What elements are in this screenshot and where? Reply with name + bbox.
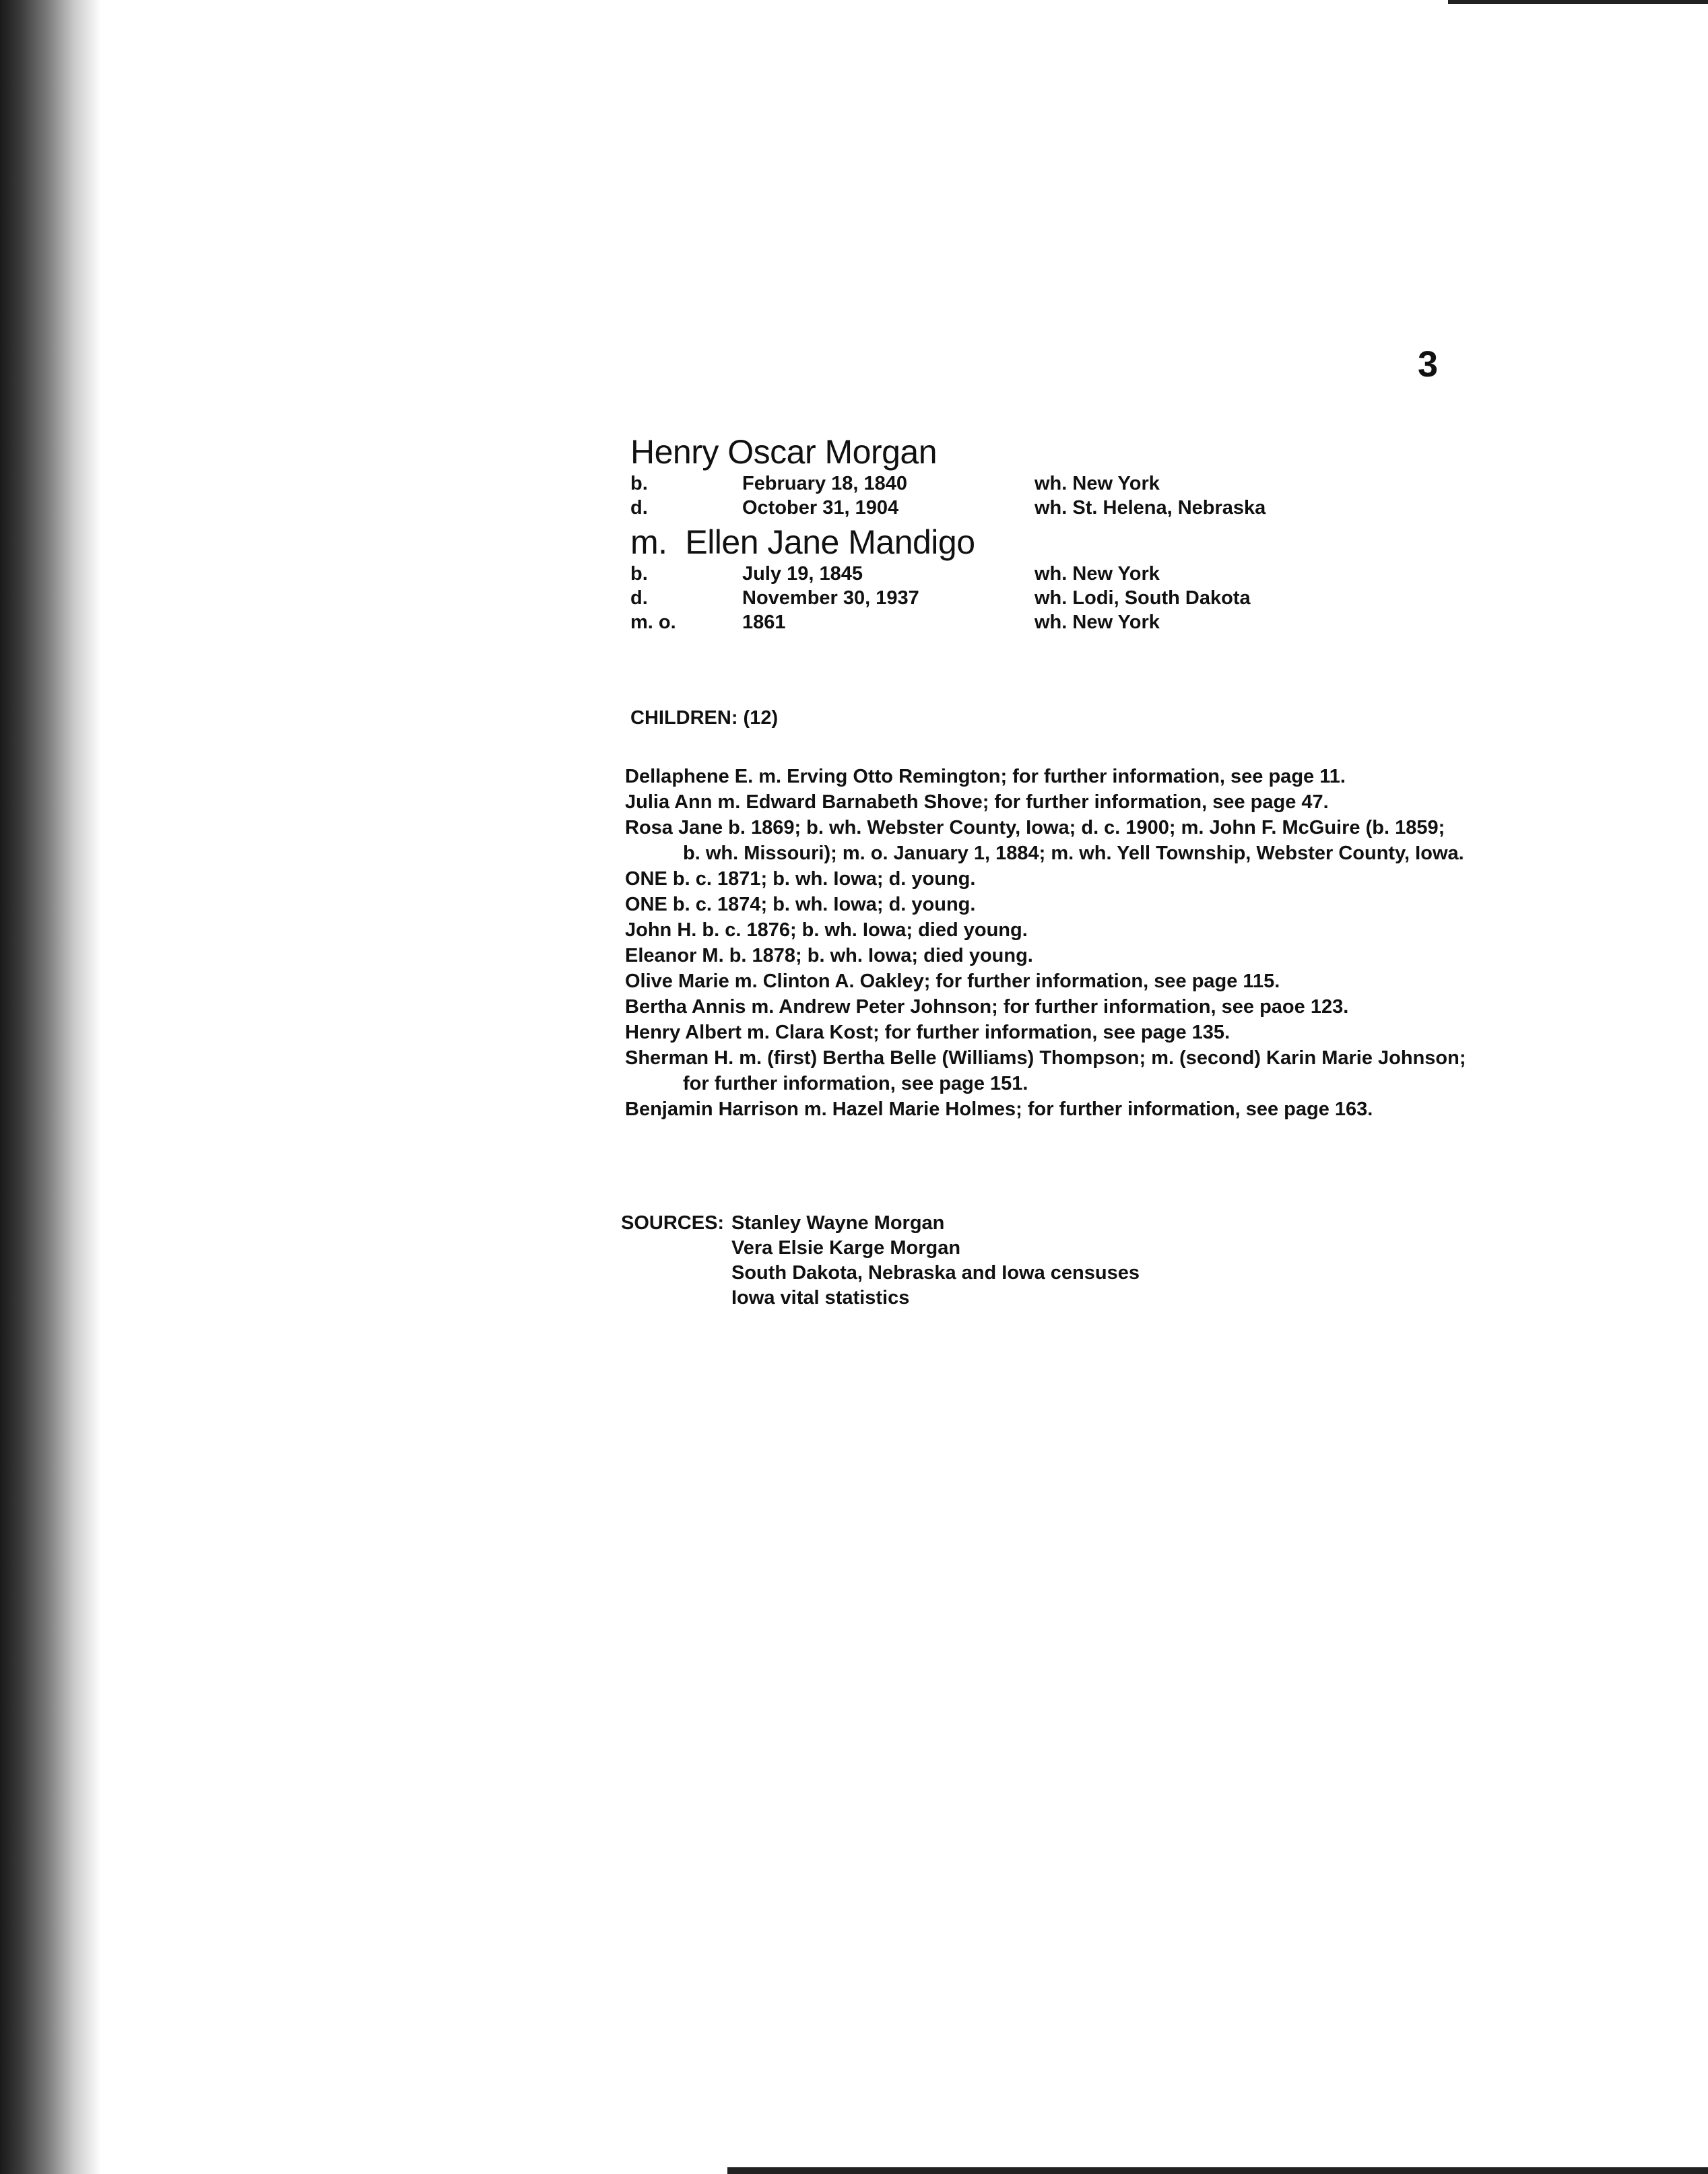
child-entry: Rosa Jane b. 1869; b. wh. Webster County, Iowa; d. c. 1900; m. John F. McGuire (b. 1859; b. wh. Missouri); m. o. January 1, 1884; m. wh. Yell Township, Webster County, Iowa. xyxy=(625,817,1464,864)
spouse-name: Ellen Jane Mandigo xyxy=(685,523,975,561)
event-label: b. xyxy=(630,563,648,585)
spouse-death-row xyxy=(630,587,1251,612)
source-item: Iowa vital statistics xyxy=(731,1287,910,1309)
child-entry: Olive Marie m. Clinton A. Oakley; for further information, see page 115. xyxy=(625,970,1280,992)
source-item: South Dakota, Nebraska and Iowa censuses xyxy=(731,1262,1140,1284)
event-label: b. xyxy=(630,473,648,494)
event-place: wh. New York xyxy=(1034,563,1160,585)
birth-row xyxy=(630,473,1160,497)
children-heading: CHILDREN: (12) xyxy=(630,707,779,729)
child-entry: John H. b. c. 1876; b. wh. Iowa; died young. xyxy=(625,919,1028,941)
event-label: m. o. xyxy=(630,612,676,633)
child-entry: Benjamin Harrison m. Hazel Marie Holmes; for further information, see page 163. xyxy=(625,1098,1373,1120)
death-row xyxy=(630,497,1266,521)
person-name: Henry Oscar Morgan xyxy=(630,433,938,471)
event-date: February 18, 1840 xyxy=(742,473,908,494)
scan-edge-shadow xyxy=(0,0,101,2174)
source-item: Vera Elsie Karge Morgan xyxy=(731,1237,961,1259)
event-date: October 31, 1904 xyxy=(742,497,899,519)
event-place: wh. St. Helena, Nebraska xyxy=(1034,497,1266,519)
child-entry: ONE b. c. 1871; b. wh. Iowa; d. young. xyxy=(625,868,976,890)
event-place: wh. Lodi, South Dakota xyxy=(1034,587,1251,609)
child-entry: Sherman H. m. (first) Bertha Belle (Williams) Thompson; m. (second) Karin Marie Johnson; for further information, see page 151. xyxy=(625,1047,1466,1094)
event-place: wh. New York xyxy=(1034,473,1160,494)
event-date: July 19, 1845 xyxy=(742,563,863,585)
event-label: d. xyxy=(630,587,648,609)
marriage-row xyxy=(630,612,1160,636)
event-date: November 30, 1937 xyxy=(742,587,919,609)
event-label: d. xyxy=(630,497,648,519)
child-entry: Eleanor M. b. 1878; b. wh. Iowa; died young. xyxy=(625,945,1033,966)
child-entry: Julia Ann m. Edward Barnabeth Shove; for further information, see page 47. xyxy=(625,791,1329,813)
page-number: 3 xyxy=(1418,344,1439,385)
person-block xyxy=(630,431,1266,636)
bottom-scan-rule xyxy=(727,2167,1708,2174)
children-list xyxy=(625,764,1467,1122)
spouse-birth-row xyxy=(630,563,1160,587)
sources-list xyxy=(731,1211,1140,1311)
source-item: Stanley Wayne Morgan xyxy=(731,1212,945,1234)
top-scan-rule xyxy=(1448,0,1708,4)
child-entry: Henry Albert m. Clara Kost; for further information, see page 135. xyxy=(625,1022,1230,1043)
event-date: 1861 xyxy=(742,612,786,633)
child-entry: ONE b. c. 1874; b. wh. Iowa; d. young. xyxy=(625,894,976,915)
child-entry: Dellaphene E. m. Erving Otto Remington; for further information, see page 11. xyxy=(625,766,1346,787)
marriage-prefix: m. xyxy=(630,523,667,561)
spouse-name-line xyxy=(630,521,975,563)
event-place: wh. New York xyxy=(1034,612,1160,633)
child-entry: Bertha Annis m. Andrew Peter Johnson; for further information, see paoe 123. xyxy=(625,996,1349,1018)
sources-label: SOURCES: xyxy=(621,1212,725,1234)
